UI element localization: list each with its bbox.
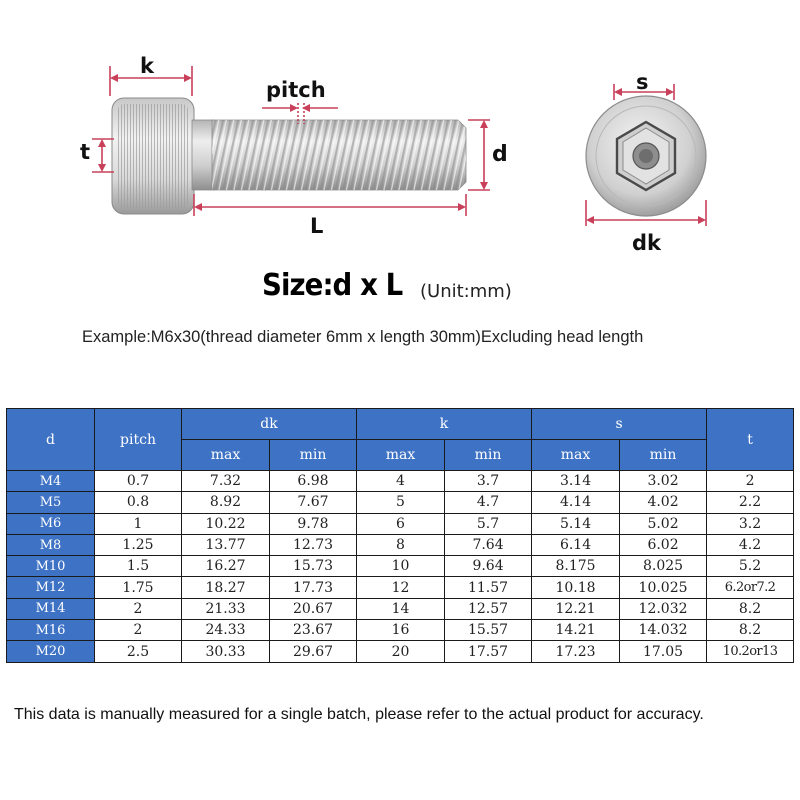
cell-k-min: 15.57 xyxy=(445,620,532,641)
cell-s-min: 8.025 xyxy=(620,556,707,577)
cell-s-max: 14.21 xyxy=(532,620,620,641)
screw-drawing xyxy=(0,0,800,250)
cell-k-min: 3.7 xyxy=(445,471,532,492)
cell-t: 10.2or13 xyxy=(707,641,794,662)
header-k-min: min xyxy=(445,440,532,471)
cell-d: M5 xyxy=(7,492,95,513)
cell-k-min: 5.7 xyxy=(445,513,532,534)
table-row xyxy=(7,598,794,619)
cell-pitch: 1.75 xyxy=(95,577,182,598)
header-dk-min: min xyxy=(270,440,357,471)
cell-s-min: 5.02 xyxy=(620,513,707,534)
cell-dk-min: 23.67 xyxy=(270,620,357,641)
cell-s-max: 10.18 xyxy=(532,577,620,598)
cell-s-min: 12.032 xyxy=(620,598,707,619)
cell-d: M16 xyxy=(7,620,95,641)
label-L: L xyxy=(310,214,324,238)
header-dk: dk xyxy=(182,409,357,440)
spec-table-body xyxy=(7,471,794,663)
spec-table xyxy=(6,408,794,663)
cell-dk-min: 7.67 xyxy=(270,492,357,513)
cell-k-min: 12.57 xyxy=(445,598,532,619)
header-d: d xyxy=(7,409,95,471)
cell-s-max: 5.14 xyxy=(532,513,620,534)
cell-s-min: 3.02 xyxy=(620,471,707,492)
label-d: d xyxy=(492,142,508,167)
cell-d: M6 xyxy=(7,513,95,534)
example-note: Example:M6x30(thread diameter 6mm x length 30mm)Excluding head length xyxy=(82,328,644,346)
cell-s-min: 10.025 xyxy=(620,577,707,598)
cell-t: 8.2 xyxy=(707,620,794,641)
cell-dk-max: 7.32 xyxy=(182,471,270,492)
cell-k-max: 10 xyxy=(357,556,445,577)
table-row xyxy=(7,641,794,662)
cell-s-min: 6.02 xyxy=(620,534,707,555)
header-pitch: pitch xyxy=(95,409,182,471)
cell-s-max: 3.14 xyxy=(532,471,620,492)
table-row xyxy=(7,534,794,555)
cell-d: M8 xyxy=(7,534,95,555)
cell-k-min: 7.64 xyxy=(445,534,532,555)
cell-s-min: 4.02 xyxy=(620,492,707,513)
table-row xyxy=(7,577,794,598)
header-dk-max: max xyxy=(182,440,270,471)
size-unit: (Unit:mm) xyxy=(420,281,512,302)
screw-top-view xyxy=(586,96,706,216)
cell-pitch: 0.7 xyxy=(95,471,182,492)
cell-s-max: 17.23 xyxy=(532,641,620,662)
header-k: k xyxy=(357,409,532,440)
cell-dk-min: 29.67 xyxy=(270,641,357,662)
header-s-min: min xyxy=(620,440,707,471)
cell-dk-min: 15.73 xyxy=(270,556,357,577)
cell-k-max: 8 xyxy=(357,534,445,555)
cell-s-max: 12.21 xyxy=(532,598,620,619)
cell-dk-min: 17.73 xyxy=(270,577,357,598)
cell-dk-min: 6.98 xyxy=(270,471,357,492)
cell-dk-max: 10.22 xyxy=(182,513,270,534)
cell-pitch: 1.25 xyxy=(95,534,182,555)
cell-k-max: 14 xyxy=(357,598,445,619)
cell-t: 2 xyxy=(707,471,794,492)
cell-dk-min: 20.67 xyxy=(270,598,357,619)
cell-pitch: 2 xyxy=(95,598,182,619)
cell-k-max: 12 xyxy=(357,577,445,598)
header-s: s xyxy=(532,409,707,440)
table-row xyxy=(7,492,794,513)
cell-d: M14 xyxy=(7,598,95,619)
cell-dk-max: 24.33 xyxy=(182,620,270,641)
cell-k-max: 4 xyxy=(357,471,445,492)
cell-dk-max: 30.33 xyxy=(182,641,270,662)
cell-s-min: 14.032 xyxy=(620,620,707,641)
size-title: Size:d x L xyxy=(262,268,403,303)
cell-dk-max: 18.27 xyxy=(182,577,270,598)
cell-dk-max: 8.92 xyxy=(182,492,270,513)
cell-t: 2.2 xyxy=(707,492,794,513)
cell-s-max: 4.14 xyxy=(532,492,620,513)
disclaimer: This data is manually measured for a single batch, please refer to the actual product for accuracy. xyxy=(14,706,704,723)
label-pitch: pitch xyxy=(266,78,326,102)
screw-diagram xyxy=(0,0,800,255)
cell-t: 4.2 xyxy=(707,534,794,555)
cell-t: 3.2 xyxy=(707,513,794,534)
table-row xyxy=(7,620,794,641)
cell-k-max: 20 xyxy=(357,641,445,662)
cell-pitch: 2.5 xyxy=(95,641,182,662)
cell-pitch: 2 xyxy=(95,620,182,641)
cell-t: 8.2 xyxy=(707,598,794,619)
screw-shaft xyxy=(192,120,466,190)
cell-s-max: 8.175 xyxy=(532,556,620,577)
screw-head xyxy=(112,98,194,214)
cell-dk-min: 9.78 xyxy=(270,513,357,534)
cell-d: M10 xyxy=(7,556,95,577)
cell-k-min: 11.57 xyxy=(445,577,532,598)
cell-k-min: 17.57 xyxy=(445,641,532,662)
table-row xyxy=(7,556,794,577)
cell-dk-max: 21.33 xyxy=(182,598,270,619)
table-row xyxy=(7,471,794,492)
cell-pitch: 0.8 xyxy=(95,492,182,513)
cell-d: M4 xyxy=(7,471,95,492)
cell-pitch: 1.5 xyxy=(95,556,182,577)
header-k-max: max xyxy=(357,440,445,471)
cell-k-min: 9.64 xyxy=(445,556,532,577)
label-t: t xyxy=(80,140,91,164)
cell-pitch: 1 xyxy=(95,513,182,534)
label-k: k xyxy=(140,54,154,78)
cell-k-max: 6 xyxy=(357,513,445,534)
cell-d: M20 xyxy=(7,641,95,662)
cell-t: 6.2or7.2 xyxy=(707,577,794,598)
cell-k-max: 16 xyxy=(357,620,445,641)
table-row xyxy=(7,513,794,534)
label-s: s xyxy=(636,70,649,94)
cell-s-min: 17.05 xyxy=(620,641,707,662)
cell-dk-max: 13.77 xyxy=(182,534,270,555)
header-t: t xyxy=(707,409,794,471)
label-dk: dk xyxy=(632,231,661,255)
header-s-max: max xyxy=(532,440,620,471)
cell-dk-min: 12.73 xyxy=(270,534,357,555)
cell-k-min: 4.7 xyxy=(445,492,532,513)
cell-t: 5.2 xyxy=(707,556,794,577)
cell-d: M12 xyxy=(7,577,95,598)
cell-s-max: 6.14 xyxy=(532,534,620,555)
cell-dk-max: 16.27 xyxy=(182,556,270,577)
cell-k-max: 5 xyxy=(357,492,445,513)
